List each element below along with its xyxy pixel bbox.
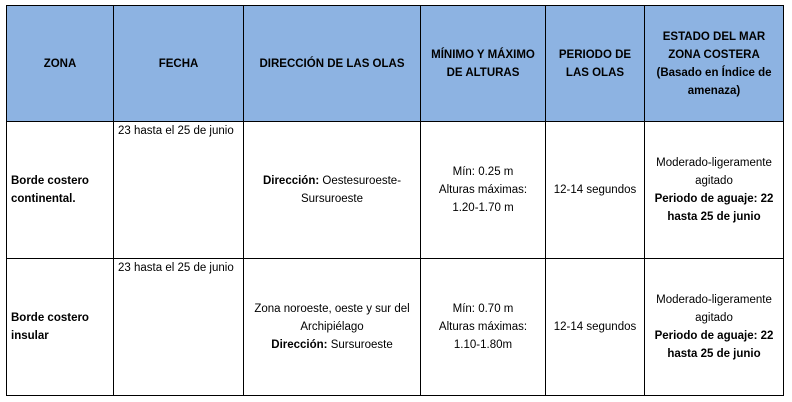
altura-max-label: Alturas máximas:: [438, 184, 528, 196]
table-row: [7, 122, 784, 259]
altura-max-label: Alturas máximas:: [438, 321, 528, 333]
altura-max-value: 1.20-1.70 m: [452, 202, 514, 214]
direccion-value: Sursuroeste: [327, 339, 393, 351]
header-estado-line2: ZONA COSTERA: [668, 48, 760, 61]
altura-min: Mín: 0.25 m: [452, 166, 514, 178]
cell-estado: [645, 122, 784, 259]
direccion-pre: Zona noroeste, oeste y sur del Archipiélago: [254, 303, 410, 333]
cell-estado: [645, 259, 784, 396]
cell-zona: Borde costero continental.: [7, 122, 114, 259]
header-estado-line1: ESTADO DEL MAR: [662, 30, 766, 43]
cell-fecha: 23 hasta el 25 de junio: [114, 259, 244, 396]
cell-zona: Borde costero insular: [7, 259, 114, 396]
wave-forecast-table: [6, 5, 784, 396]
altura-min: Mín: 0.70 m: [452, 303, 514, 315]
cell-fecha: 23 hasta el 25 de junio: [114, 122, 244, 259]
cell-direccion: [244, 259, 421, 396]
cell-direccion: [244, 122, 421, 259]
cell-alturas: [421, 122, 546, 259]
altura-max-value: 1.10-1.80m: [453, 339, 513, 351]
header-periodo: PERIODO DE LAS OLAS: [546, 6, 645, 122]
header-direccion: DIRECCIÓN DE LAS OLAS: [244, 6, 421, 122]
direccion-value: Oestesuroeste-Sursuroeste: [300, 175, 402, 205]
direccion-label: Dirección:: [271, 339, 328, 351]
header-estado-line3: (Basado en Índice de amenaza): [656, 66, 772, 97]
estado-text: Moderado-ligeramente agitado: [656, 157, 772, 187]
direccion-label: Dirección:: [262, 175, 320, 187]
aguaje-text: Periodo de aguaje: 22 hasta 25 de junio: [654, 330, 774, 360]
cell-alturas: [421, 259, 546, 396]
header-alturas: MÍNIMO Y MÁXIMO DE ALTURAS: [421, 6, 546, 122]
cell-periodo: 12-14 segundos: [546, 259, 645, 396]
aguaje-text: Periodo de aguaje: 22 hasta 25 de junio: [654, 193, 774, 223]
header-zona: ZONA: [7, 6, 114, 122]
header-fecha: FECHA: [114, 6, 244, 122]
cell-periodo: 12-14 segundos: [546, 122, 645, 259]
estado-text: Moderado-ligeramente agitado: [656, 294, 772, 324]
header-estado: [645, 6, 784, 122]
header-row: [7, 6, 784, 122]
table-row: [7, 259, 784, 396]
